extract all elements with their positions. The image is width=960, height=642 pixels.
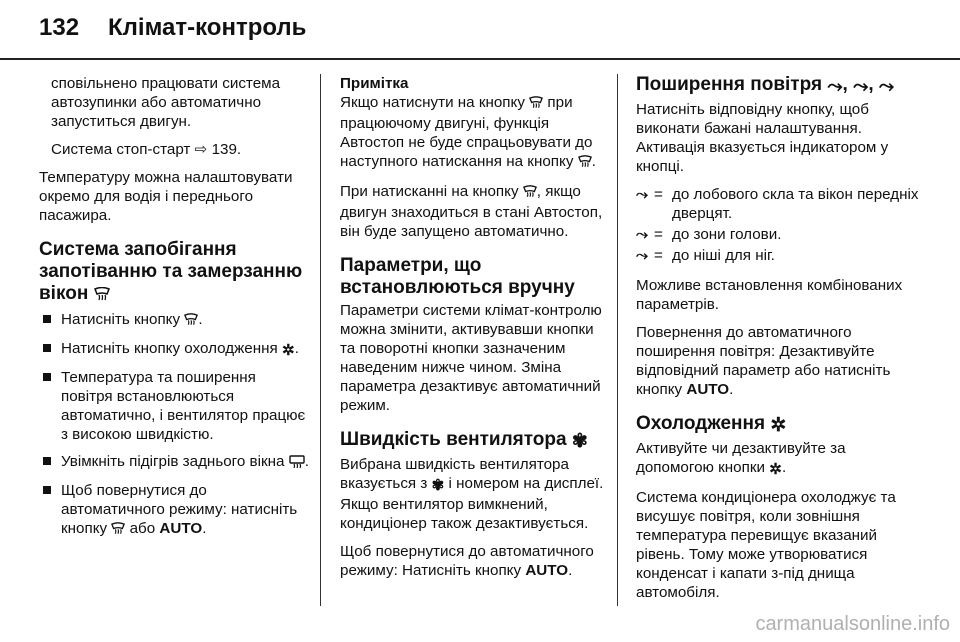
note-paragraph: При натисканні на кнопку , якщо двигун знаходиться в стані Автостоп, він буде запущено автоматично. [340, 183, 603, 240]
note-title: Примітка [340, 75, 409, 92]
header-rule [0, 58, 960, 60]
stop-start-page-link[interactable]: 139. [211, 141, 242, 158]
air-distribution-paragraph: Натисніть відповідну кнопку, щоб виконати бажані налаштування. Активація вказується індикатором у кнопці. [636, 101, 889, 175]
snowflake-icon: ✲ [769, 461, 782, 478]
snowflake-icon: ✲ [770, 415, 787, 436]
footwell-airflow-icon: ⤳ [636, 247, 649, 264]
fan-speed-heading: Швидкість вентилятора ✾ [340, 429, 588, 452]
return-auto-distribution-paragraph: Повернення до автоматичного поширення повітря: Дезактивуйте відповідний параметр або натисніть кнопку AUTO. [636, 324, 891, 398]
page-number: 132 [39, 14, 80, 41]
defog-heading-text: Система запобігання запотіванню та замерзанню вікон [39, 239, 303, 304]
auto-button-label: AUTO [159, 520, 203, 537]
footwell-airflow-icon: ⤳ [878, 76, 895, 97]
column-middle [340, 74, 612, 589]
defog-steps [39, 310, 311, 540]
cooling-heading: Охолодження ✲ [636, 413, 787, 436]
intro-paragraph: сповільнено працювати система автозупинки або автоматично запуститься двигун. [51, 75, 281, 130]
manual-settings-heading: Параметри, що встановлюються вручну [340, 255, 575, 298]
windscreen-airflow-icon: ⤳ [636, 186, 649, 203]
distribution-list [636, 185, 926, 265]
air-distribution-heading: Поширення повітря ⤳, ⤳, ⤳ [636, 74, 895, 97]
defrost-icon [111, 521, 125, 540]
page-header [0, 0, 960, 62]
fan-icon: ✾ [431, 477, 445, 494]
watermark-logo: carmanualsonline.info [755, 613, 950, 635]
manual-settings-paragraph: Параметри системи клімат-контролю можна змінити, активувавши кнопки та поворотні кнопки зазначеним наведеним нижче чином. Зміна параметра дезактивує автоматичний режим. [340, 302, 602, 414]
list-item: Температура та поширення повітря встановлюються автоматично, і вентилятор працює з високою швидкістю. [39, 368, 311, 444]
auto-button-label: AUTO [686, 381, 730, 398]
return-auto-paragraph: Щоб повернутися до автоматичного режиму: Натисніть кнопку AUTO. [340, 543, 594, 579]
snowflake-icon: ✲ [281, 342, 295, 359]
list-item: ⤳ = до ніші для ніг. [636, 247, 775, 264]
defog-heading [39, 239, 311, 307]
ac-paragraph: Система кондиціонера охолоджує та висушує повітря, коли зовнішня температура перевищує вказаний рівень. Тому може утворюватися конденсат і капати з-під днища автомобіля. [636, 489, 896, 601]
head-airflow-icon: ⤳ [636, 226, 649, 243]
windscreen-airflow-icon: ⤳ [827, 76, 843, 97]
list-item: Увімкніть підігрів заднього вікна . [39, 452, 311, 473]
list-item: Натисніть кнопку . [39, 310, 311, 331]
list-item: Щоб повернутися до автоматичного режиму: натисніть кнопку або AUTO. [39, 481, 311, 540]
list-item: ⤳ = до лобового скла та вікон передніх дверцят. [636, 186, 919, 222]
defrost-icon [578, 154, 592, 173]
list-item: ⤳ = до зони голови. [636, 226, 782, 243]
rear-window-heat-icon [289, 454, 305, 473]
head-airflow-icon: ⤳ [853, 76, 869, 97]
defrost-icon [184, 312, 198, 331]
note-paragraph: Якщо натиснути на кнопку при працюючому двигуні, функція Автостоп не буде спрацьовувати до наступного натискання на кнопку . [340, 93, 612, 173]
defrost-icon [523, 184, 537, 203]
defrost-icon [529, 95, 543, 114]
cooling-paragraph: Активуйте чи дезактивуйте за допомогою кнопки ✲. [636, 440, 846, 478]
stop-start-ref-text: Система стоп-старт [51, 141, 191, 158]
column-divider [320, 74, 321, 606]
list-item: Натисніть кнопку охолодження ✲. [39, 339, 311, 360]
auto-button-label: AUTO [525, 562, 569, 579]
column-left [39, 74, 311, 548]
stop-start-reference [39, 140, 311, 159]
column-divider [617, 74, 618, 606]
fan-icon: ✾ [571, 431, 588, 452]
column-right [636, 74, 926, 611]
page-title: Клімат-контроль [108, 14, 307, 41]
page-ref-arrow-icon: ⇨ [194, 141, 208, 158]
combo-paragraph: Можливе встановлення комбінованих параметрів. [636, 277, 903, 313]
defrost-icon [94, 285, 110, 307]
fan-speed-paragraph: Вибрана швидкість вентилятора вказується з ✾ і номером на дисплеї. Якщо вентилятор вимкнений, кондиціонер також дезактивується. [340, 456, 604, 532]
temperature-paragraph: Температуру можна налаштовувати окремо для водія і переднього пасажира. [39, 169, 293, 224]
